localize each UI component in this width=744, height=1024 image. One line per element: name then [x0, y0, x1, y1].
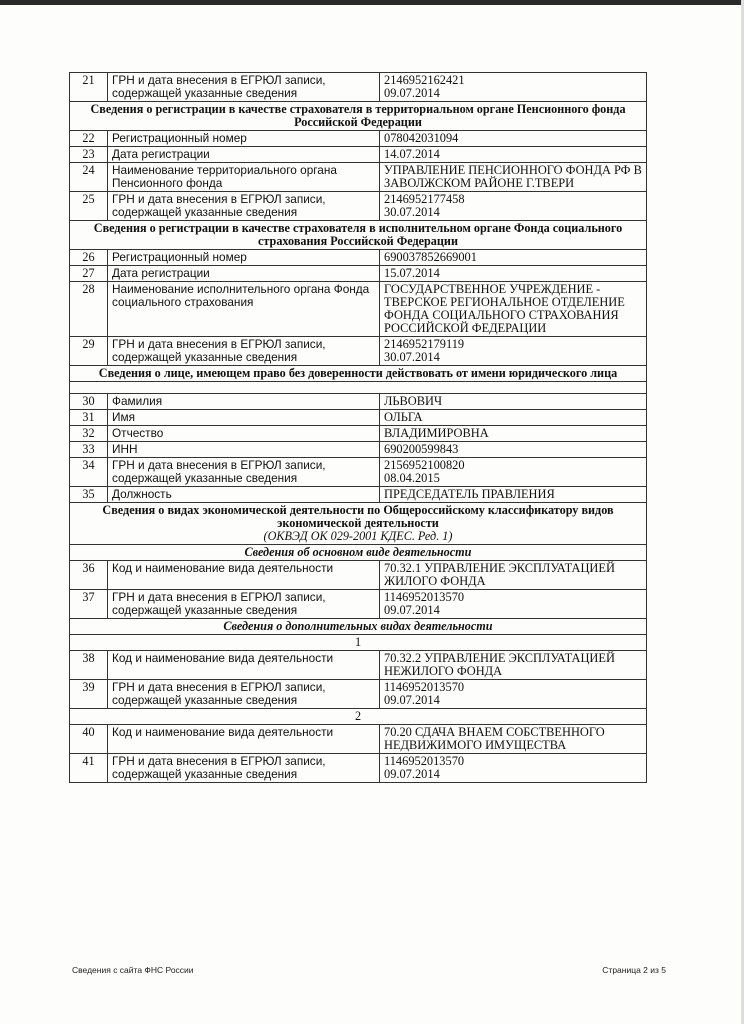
table-row: [70, 250, 647, 266]
row-value: 15.07.2014: [380, 266, 647, 282]
row-number: 34: [70, 458, 108, 487]
row-number: 22: [70, 131, 108, 147]
row-label: Фамилия: [108, 394, 380, 410]
row-value: [380, 590, 647, 619]
row-value: [380, 337, 647, 366]
row-number: 38: [70, 651, 108, 680]
row-label: Регистрационный номер: [108, 250, 380, 266]
row-value: ОЛЬГА: [380, 410, 647, 426]
row-value: [380, 192, 647, 221]
row-label: ИНН: [108, 442, 380, 458]
section-header-row: [70, 366, 647, 382]
footer-source: Сведения с сайта ФНС России: [72, 965, 194, 975]
row-label: ГРН и дата внесения в ЕГРЮЛ записи, содержащей указанные сведения: [108, 590, 380, 619]
row-value: 70.32.2 УПРАВЛЕНИЕ ЭКСПЛУАТАЦИЕЙ НЕЖИЛОГО ФОНДА: [380, 651, 647, 680]
row-number: 32: [70, 426, 108, 442]
table-row: [70, 725, 647, 754]
okved-edition: (ОКВЭД ОК 029-2001 КДЕС. Ред. 1): [263, 529, 453, 543]
group-number-row: [70, 709, 647, 725]
grn-number: 1146952013570: [384, 590, 465, 604]
row-value: ГОСУДАРСТВЕННОЕ УЧРЕЖДЕНИЕ - ТВЕРСКОЕ РЕГИОНАЛЬНОЕ ОТДЕЛЕНИЕ ФОНДА СОЦИАЛЬНОГО СТРАХОВАНИЯ РОССИЙСКОЙ ФЕДЕРАЦИИ: [380, 282, 647, 337]
row-number: 23: [70, 147, 108, 163]
row-label: Регистрационный номер: [108, 131, 380, 147]
entry-date: 09.07.2014: [384, 603, 440, 617]
row-label: Дата регистрации: [108, 147, 380, 163]
table-row: [70, 266, 647, 282]
row-label: Должность: [108, 487, 380, 503]
table-row: [70, 163, 647, 192]
table-row: [70, 337, 647, 366]
section-title: [70, 503, 647, 545]
grn-number: 2146952162421: [384, 73, 465, 87]
table-row: [70, 458, 647, 487]
row-value: [380, 680, 647, 709]
row-label: ГРН и дата внесения в ЕГРЮЛ записи, содержащей указанные сведения: [108, 680, 380, 709]
row-number: 31: [70, 410, 108, 426]
entry-date: 08.04.2015: [384, 471, 440, 485]
grn-number: 2146952179119: [384, 337, 465, 351]
row-value: ЛЬВОВИЧ: [380, 394, 647, 410]
group-number-row: [70, 635, 647, 651]
table-row: [70, 680, 647, 709]
row-number: 37: [70, 590, 108, 619]
table-row: [70, 131, 647, 147]
row-number: 29: [70, 337, 108, 366]
row-value: 690037852669001: [380, 250, 647, 266]
entry-date: 30.07.2014: [384, 205, 440, 219]
row-number: 28: [70, 282, 108, 337]
entry-date: 30.07.2014: [384, 350, 440, 364]
row-number: 21: [70, 73, 108, 102]
row-value: 14.07.2014: [380, 147, 647, 163]
row-number: 26: [70, 250, 108, 266]
section-title-text: Сведения о видах экономической деятельности по Общероссийскому классификатору видов экономической деятельности: [102, 503, 614, 530]
entry-date: 09.07.2014: [384, 693, 440, 707]
row-number: 35: [70, 487, 108, 503]
group-number: 2: [70, 709, 647, 725]
row-value: УПРАВЛЕНИЕ ПЕНСИОННОГО ФОНДА РФ В ЗАВОЛЖСКОМ РАЙОНЕ Г.ТВЕРИ: [380, 163, 647, 192]
row-label: Имя: [108, 410, 380, 426]
section-title: Сведения о регистрации в качестве страхователя в территориальном органе Пенсионного фонда Российской Федерации: [70, 102, 647, 131]
subsection-title: Сведения об основном виде деятельности: [70, 545, 647, 561]
section-title: Сведения о регистрации в качестве страхователя в исполнительном органе Фонда социального страхования Российской Федерации: [70, 221, 647, 250]
grn-number: 1146952013570: [384, 754, 465, 768]
row-label: Наименование территориального органа Пенсионного фонда: [108, 163, 380, 192]
row-value: [380, 73, 647, 102]
row-value: ВЛАДИМИРОВНА: [380, 426, 647, 442]
row-number: 41: [70, 754, 108, 783]
row-label: Код и наименование вида деятельности: [108, 561, 380, 590]
subsection-title: Сведения о дополнительных видах деятельности: [70, 619, 647, 635]
row-value: 70.20 СДАЧА ВНАЕМ СОБСТВЕННОГО НЕДВИЖИМОГО ИМУЩЕСТВА: [380, 725, 647, 754]
table-row: [70, 651, 647, 680]
table-row: [70, 147, 647, 163]
table-row: [70, 410, 647, 426]
section-title: Сведения о лице, имеющем право без доверенности действовать от имени юридического лица: [70, 366, 647, 382]
table-row: [70, 192, 647, 221]
table-row: [70, 442, 647, 458]
row-number: 33: [70, 442, 108, 458]
row-label: ГРН и дата внесения в ЕГРЮЛ записи, содержащей указанные сведения: [108, 458, 380, 487]
row-number: 40: [70, 725, 108, 754]
row-label: Наименование исполнительного органа Фонда социального страхования: [108, 282, 380, 337]
table-row: [70, 282, 647, 337]
row-number: 24: [70, 163, 108, 192]
scan-top-edge: [0, 0, 744, 5]
row-number: 25: [70, 192, 108, 221]
grn-number: 2146952177458: [384, 192, 465, 206]
row-value: 690200599843: [380, 442, 647, 458]
section-header-row: [70, 221, 647, 250]
grn-number: 2156952100820: [384, 458, 465, 472]
row-label: ГРН и дата внесения в ЕГРЮЛ записи, содержащей указанные сведения: [108, 192, 380, 221]
entry-date: 09.07.2014: [384, 86, 440, 100]
row-label: Код и наименование вида деятельности: [108, 725, 380, 754]
row-value: [380, 754, 647, 783]
row-number: 39: [70, 680, 108, 709]
section-header-row: [70, 102, 647, 131]
table-row: [70, 73, 647, 102]
table-row: [70, 754, 647, 783]
subsection-header-row: [70, 619, 647, 635]
egrul-extract-table: [69, 72, 647, 783]
section-header-row: [70, 503, 647, 545]
row-label: ГРН и дата внесения в ЕГРЮЛ записи, содержащей указанные сведения: [108, 73, 380, 102]
row-number: 27: [70, 266, 108, 282]
blank-cell: [70, 382, 647, 394]
group-number: 1: [70, 635, 647, 651]
row-label: ГРН и дата внесения в ЕГРЮЛ записи, содержащей указанные сведения: [108, 337, 380, 366]
table-row: [70, 426, 647, 442]
row-value: 078042031094: [380, 131, 647, 147]
grn-number: 1146952013570: [384, 680, 465, 694]
table-row: [70, 590, 647, 619]
row-label: ГРН и дата внесения в ЕГРЮЛ записи, содержащей указанные сведения: [108, 754, 380, 783]
blank-row: [70, 382, 647, 394]
table-row: [70, 487, 647, 503]
entry-date: 09.07.2014: [384, 767, 440, 781]
row-value: ПРЕДСЕДАТЕЛЬ ПРАВЛЕНИЯ: [380, 487, 647, 503]
row-number: 36: [70, 561, 108, 590]
subsection-header-row: [70, 545, 647, 561]
row-label: Код и наименование вида деятельности: [108, 651, 380, 680]
row-label: Дата регистрации: [108, 266, 380, 282]
footer-page-number: Страница 2 из 5: [602, 965, 666, 975]
row-label: Отчество: [108, 426, 380, 442]
row-value: [380, 458, 647, 487]
row-value: 70.32.1 УПРАВЛЕНИЕ ЭКСПЛУАТАЦИЕЙ ЖИЛОГО ФОНДА: [380, 561, 647, 590]
row-number: 30: [70, 394, 108, 410]
table-row: [70, 561, 647, 590]
table-row: [70, 394, 647, 410]
